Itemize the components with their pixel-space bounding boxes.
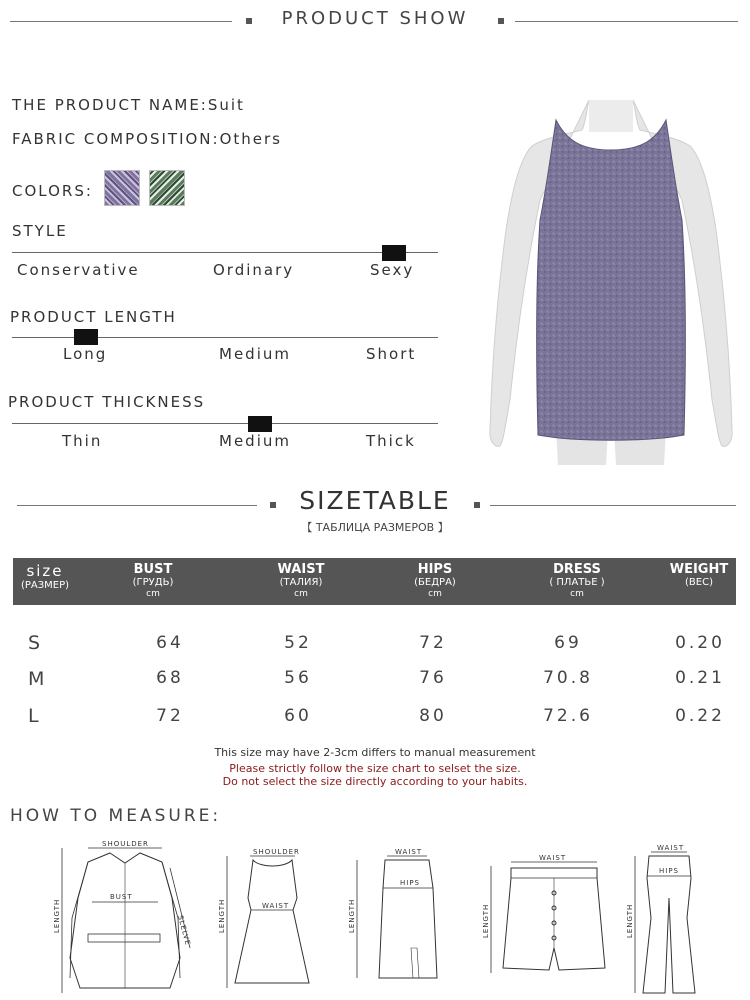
hips-s: 72 (419, 633, 447, 653)
label-waist-skirt: WAIST (395, 848, 423, 856)
fabric-label: FABRIC COMPOSITION: (12, 130, 220, 148)
label-waist-pants: WAIST (657, 844, 685, 852)
waist-m: 56 (284, 668, 312, 688)
bust-m: 68 (156, 668, 184, 688)
colors-label: COLORS: (12, 182, 93, 200)
header-dot-right (498, 18, 504, 24)
measure-diagram-pants (625, 838, 715, 998)
sizetable-rule-left (17, 505, 257, 506)
label-waist-shorts: WAIST (539, 854, 567, 862)
waist-s: 52 (284, 633, 312, 653)
size-l: L (28, 705, 39, 727)
measure-diagram-dress (215, 838, 315, 996)
label-length-pants: LENGTH (626, 903, 634, 938)
dress-l: 72.6 (543, 706, 593, 726)
style-option-conservative: Conservative (17, 261, 140, 279)
sizetable-dot-right (474, 502, 480, 508)
length-label: PRODUCT LENGTH (10, 308, 177, 326)
label-shoulder-dress: SHOULDER (253, 848, 300, 856)
how-to-measure-title: HOW TO MEASURE: (10, 806, 222, 826)
col-dress: DRESS ( ПЛАТЬЕ ) cm (549, 562, 605, 599)
bust-l: 72 (156, 706, 184, 726)
label-waist-dress: WAIST (262, 902, 290, 910)
product-name-label: THE PRODUCT NAME: (12, 96, 208, 114)
col-size: size (РАЗМЕР) (20, 562, 70, 591)
label-hips-pants: HIPS (659, 867, 679, 875)
fabric-value: Others (219, 130, 282, 148)
thickness-marker (248, 416, 272, 432)
label-sleeve: SLELVE (176, 914, 192, 947)
product-image-dress-on-mannequin (486, 100, 736, 465)
color-swatch-purple[interactable] (104, 170, 140, 206)
sizetable-rule-right (490, 505, 736, 506)
thickness-scale-line (12, 423, 438, 424)
col-hips: HIPS (БЕДРА) cm (414, 562, 456, 599)
col-weight: WEIGHT (ВЕС) (669, 562, 729, 588)
dress-m: 70.8 (543, 668, 593, 688)
weight-s: 0.20 (675, 633, 725, 653)
style-label: STYLE (12, 222, 68, 240)
size-table-header (13, 558, 736, 605)
label-hips-skirt: HIPS (400, 879, 420, 887)
length-option-medium: Medium (219, 345, 291, 363)
style-option-ordinary: Ordinary (213, 261, 295, 279)
thickness-option-thick: Thick (366, 432, 416, 450)
style-scale-line (12, 252, 438, 253)
dress-s: 69 (554, 633, 582, 653)
waist-l: 60 (284, 706, 312, 726)
sizetable-title: SIZETABLE (299, 486, 451, 515)
thickness-option-thin: Thin (62, 432, 103, 450)
measure-diagram-shorts (475, 838, 625, 996)
page-title: PRODUCT SHOW (281, 8, 469, 29)
hips-l: 80 (419, 706, 447, 726)
col-waist: WAIST (ТАЛИЯ) cm (277, 562, 325, 599)
length-option-long: Long (63, 345, 108, 363)
weight-l: 0.22 (675, 706, 725, 726)
label-bust: BUST (110, 893, 133, 901)
measure-diagram-jacket (50, 838, 200, 996)
hips-m: 76 (419, 668, 447, 688)
label-length-shorts: LENGTH (482, 903, 490, 938)
thickness-label: PRODUCT THICKNESS (8, 393, 206, 411)
sizetable-subtitle: 【 ТАБЛИЦА РАЗМЕРОВ 】 (301, 521, 449, 534)
weight-m: 0.21 (675, 668, 725, 688)
size-note-habits: Do not select the size directly according to your habits. (222, 775, 528, 788)
label-length-skirt: LENGTH (348, 898, 356, 933)
header-dot-left (246, 18, 252, 24)
length-marker (74, 329, 98, 345)
length-option-short: Short (366, 345, 417, 363)
size-m: M (28, 668, 45, 690)
header-rule-right (515, 21, 738, 22)
header-rule-left (10, 21, 232, 22)
size-note-follow-chart: Please strictly follow the size chart to selset the size. (229, 762, 521, 775)
label-length: LENGTH (53, 898, 61, 933)
size-note-measurement: This size may have 2-3cm differs to manual measurement (214, 746, 536, 759)
measure-diagram-skirt (345, 838, 445, 996)
fabric-composition (12, 130, 282, 148)
label-shoulder: SHOULDER (102, 840, 149, 848)
col-bust: BUST (ГРУДЬ) cm (132, 562, 174, 599)
color-swatch-green[interactable] (149, 170, 185, 206)
product-name-value: Suit (207, 96, 245, 114)
style-option-sexy: Sexy (370, 261, 415, 279)
bust-s: 64 (156, 633, 184, 653)
thickness-option-medium: Medium (219, 432, 291, 450)
size-s: S (28, 632, 41, 654)
label-length-dress: LENGTH (218, 898, 226, 933)
product-name (12, 96, 245, 114)
style-marker (382, 245, 406, 261)
